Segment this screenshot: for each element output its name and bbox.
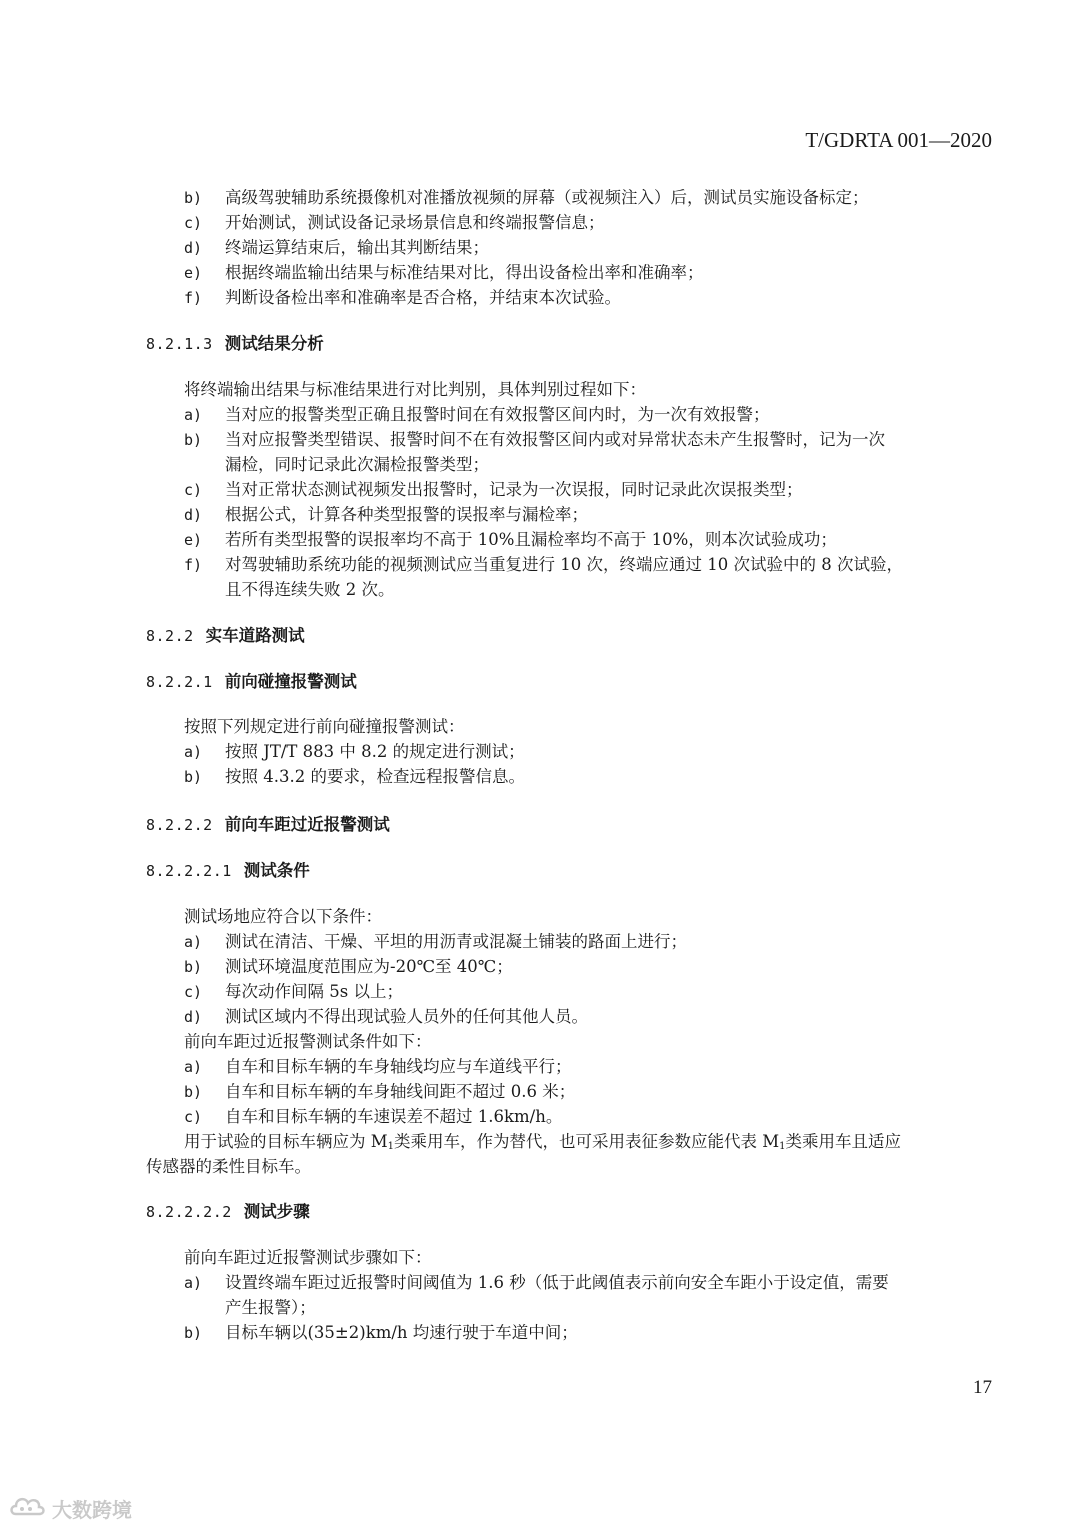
list-item-label: a) xyxy=(184,406,203,424)
section-heading xyxy=(146,813,390,837)
section-number: 8.2.2.2.2 xyxy=(146,1203,232,1221)
intro-paragraph: 测试场地应符合以下条件： xyxy=(184,907,382,926)
list-item-text: 设置终端车距过近报警时间阈值为 1.6 秒（低于此阈值表示前向安全车距小于设定值，需要 xyxy=(225,1273,889,1292)
list-item-text: 开始测试，测试设备记录场景信息和终端报警信息； xyxy=(225,213,605,232)
intro-paragraph: 前向车距过近报警测试步骤如下： xyxy=(184,1248,432,1267)
list-item-text: 若所有类型报警的误报率均不高于 10%且漏检率均不高于 10%，则本次试验成功； xyxy=(225,530,837,549)
body-paragraph-continuation: 传感器的柔性目标车。 xyxy=(146,1157,311,1176)
list-item-label: b) xyxy=(184,1324,203,1342)
list-item-label: c) xyxy=(184,214,203,232)
list-item-text: 根据终端监输出结果与标准结果对比，得出设备检出率和准确率； xyxy=(225,263,704,282)
list-item-label: b) xyxy=(184,189,203,207)
cloud-logo-icon xyxy=(8,1492,48,1520)
section-heading xyxy=(146,624,305,648)
list-item-text: 自车和目标车辆的车速误差不超过 1.6km/h。 xyxy=(225,1107,563,1126)
section-number: 8.2.1.3 xyxy=(146,335,213,353)
list-item-text: 测试在清洁、干燥、平坦的用沥青或混凝土铺装的路面上进行； xyxy=(225,932,687,951)
list-item-continuation: 产生报警）； xyxy=(225,1298,316,1317)
list-item-text: 目标车辆以(35±2)km/h 均速行驶于车道中间； xyxy=(225,1323,578,1342)
list-item-text: 当对应的报警类型正确且报警时间在有效报警区间内时，为一次有效报警； xyxy=(225,405,770,424)
paragraph-text: 用于试验的目标车辆应为 M xyxy=(184,1132,388,1151)
list-item-label: a) xyxy=(184,933,203,951)
section-title: 测试步骤 xyxy=(243,1202,310,1221)
list-item-label: b) xyxy=(184,768,203,786)
watermark-text: 大数跨境 xyxy=(52,1498,132,1522)
list-item-text: 自车和目标车辆的车身轴线均应与车道线平行； xyxy=(225,1057,572,1076)
section-title: 前向碰撞报警测试 xyxy=(224,672,357,691)
paragraph-text: 类乘用车，作为替代，也可采用表征参数应能代表 M xyxy=(394,1132,780,1151)
section-title: 测试结果分析 xyxy=(224,334,324,353)
list-item-label: f) xyxy=(184,556,203,574)
section-number: 8.2.2 xyxy=(146,627,194,645)
intro-paragraph: 将终端输出结果与标准结果进行对比判别，具体判别过程如下： xyxy=(184,380,646,399)
intro-paragraph: 前向车距过近报警测试条件如下： xyxy=(184,1032,432,1051)
section-title: 实车道路测试 xyxy=(205,626,305,645)
list-item-continuation: 且不得连续失败 2 次。 xyxy=(225,580,395,599)
list-item-text: 测试环境温度范围应为-20℃至 40℃； xyxy=(225,957,513,976)
section-heading xyxy=(146,1200,310,1224)
list-item-text: 当对正常状态测试视频发出报警时，记录为一次误报，同时记录此次误报类型； xyxy=(225,480,803,499)
list-item-text: 高级驾驶辅助系统摄像机对准播放视频的屏幕（或视频注入）后，测试员实施设备标定； xyxy=(225,188,869,207)
section-title: 前向车距过近报警测试 xyxy=(224,815,390,834)
subscript: 1 xyxy=(387,1141,395,1152)
list-item-label: d) xyxy=(184,1008,203,1026)
section-number: 8.2.2.2.1 xyxy=(146,862,232,880)
list-item-label: a) xyxy=(184,1274,203,1292)
list-item-label: e) xyxy=(184,264,203,282)
list-item-text: 根据公式，计算各种类型报警的误报率与漏检率； xyxy=(225,505,588,524)
section-heading xyxy=(146,332,324,356)
page-number: 17 xyxy=(973,1377,992,1398)
list-item-label: a) xyxy=(184,1058,203,1076)
list-item-label: b) xyxy=(184,431,203,449)
list-item-text: 终端运算结束后，输出其判断结果； xyxy=(225,238,489,257)
list-item-label: c) xyxy=(184,481,203,499)
list-item-text: 按照 4.3.2 的要求，检查远程报警信息。 xyxy=(225,767,525,786)
list-item-label: c) xyxy=(184,1108,203,1126)
list-item-continuation: 漏检，同时记录此次漏检报警类型； xyxy=(225,455,489,474)
list-item-label: d) xyxy=(184,239,203,257)
list-item-text: 判断设备检出率和准确率是否合格，并结束本次试验。 xyxy=(225,288,621,307)
list-item-text: 每次动作间隔 5s 以上； xyxy=(225,982,403,1001)
section-number: 8.2.2.2 xyxy=(146,816,213,834)
list-item-text: 当对应报警类型错误、报警时间不在有效报警区间内或对异常状态未产生报警时，记为一次 xyxy=(225,430,885,449)
list-item-label: e) xyxy=(184,531,203,549)
list-item-text: 测试区域内不得出现试验人员外的任何其他人员。 xyxy=(225,1007,588,1026)
list-item-label: b) xyxy=(184,958,203,976)
paragraph-text: 类乘用车且适应 xyxy=(785,1132,902,1151)
list-item-text: 自车和目标车辆的车身轴线间距不超过 0.6 米； xyxy=(225,1082,576,1101)
intro-paragraph: 按照下列规定进行前向碰撞报警测试： xyxy=(184,717,465,736)
list-item-label: c) xyxy=(184,983,203,1001)
standard-code: T/GDRTA 001—2020 xyxy=(805,128,992,152)
section-number: 8.2.2.1 xyxy=(146,673,213,691)
list-item-label: a) xyxy=(184,743,203,761)
watermark xyxy=(8,1490,148,1524)
list-item-label: d) xyxy=(184,506,203,524)
section-heading xyxy=(146,859,310,883)
subscript: 1 xyxy=(779,1141,786,1152)
section-heading xyxy=(146,670,357,694)
list-item-text: 按照 JT/T 883 中 8.2 的规定进行测试； xyxy=(225,742,525,761)
section-title: 测试条件 xyxy=(243,861,310,880)
list-item-text: 对驾驶辅助系统功能的视频测试应当重复进行 10 次，终端应通过 10 次试验中的 8 次试验， xyxy=(225,555,903,574)
list-item-label: f) xyxy=(184,289,203,307)
list-item-label: b) xyxy=(184,1083,203,1101)
